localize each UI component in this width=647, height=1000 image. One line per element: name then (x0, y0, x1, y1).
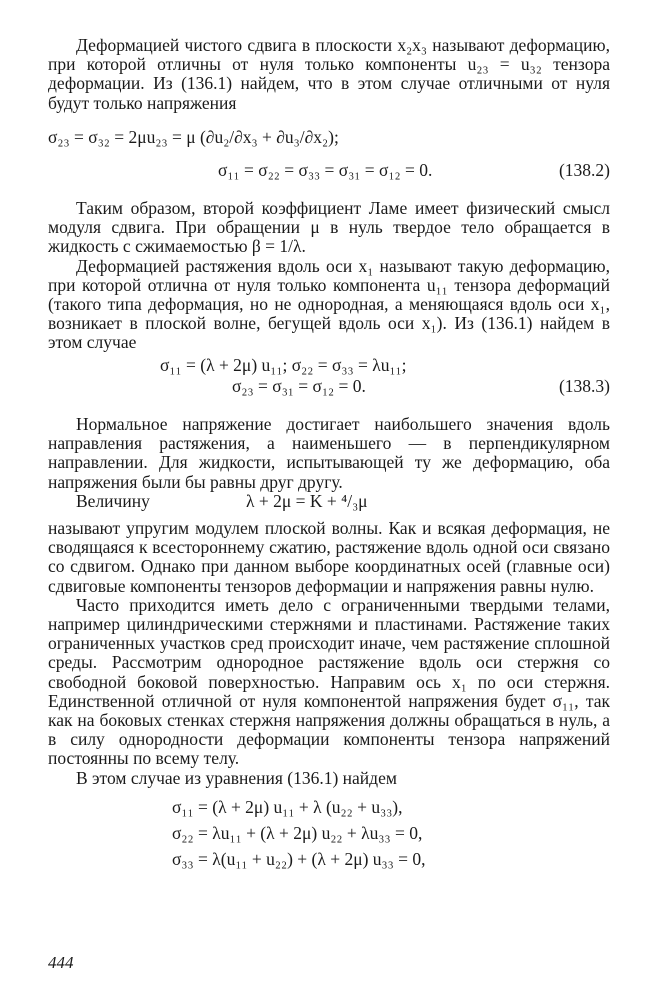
paragraph-plane-wave-modulus: называют упругим модулем плоской волны. Как и всякая деформация, не сводящаяся к всестороннему сжатию, растяжение вдоль одной оси связано со сдвигом. Однако при данном выборе координатных осей (главные оси) сдвиговые компоненты тензоров деформации и напряжения равны нулю. (48, 518, 610, 596)
equation-sigma22: σ₂₂ = λu₁₁ + (λ + 2μ) u₂₂ + λu₃₃ = 0, (172, 823, 423, 844)
paragraph-bounded-bodies: Часто приходится иметь дело с ограниченными твердыми телами, например цилиндрическими стержнями и пластинами. Растяжение таких ограниченных участков сред происходит иначе, чем растяжение сплошной среды. Рассмотрим однородное растяжение вдоль оси стержня со свободной боковой поверхностью. Направим ось x₁ по оси стержня. Единственной отличной от нуля компонентой напряжения будет σ₁₁, так как на боковых стенках стержня напряжения должны обращаться в нуль, а в силу однородности деформации компоненты тензора напряжений постоянны по всему телу. (48, 594, 610, 769)
paragraph-lame-coefficient: Таким образом, второй коэффициент Ламе имеет физический смысл модуля сдвига. При обращении μ в нуль твердое тело обращается в жидкость с сжимаемостью β = 1/λ. (48, 198, 610, 257)
paragraph-normal-stress: Нормальное напряжение достигает наибольшего значения вдоль направления растяжения, а наименьшего — в перпендикулярном направлении. Для жидкости, испытывающей ту же деформацию, оба напряжения были бы равны друг другу. (48, 414, 610, 492)
equation-shear-stress: σ₂₃ = σ₃₂ = 2μu₂₃ = μ (∂u₂/∂x₃ + ∂u₃/∂x₂); (48, 126, 339, 147)
equation-tension-stress: σ₁₁ = (λ + 2μ) u₁₁; σ₂₂ = σ₃₃ = λu₁₁; (160, 354, 407, 375)
equation-tension-shear-zero: σ₂₃ = σ₃₁ = σ₁₂ = 0. (232, 375, 366, 396)
page-content (48, 36, 610, 869)
equation-number-138-3: (138.3) (558, 375, 610, 396)
equation-sigma33: σ₃₃ = λ(u₁₁ + u₂₂) + (λ + 2μ) u₃₃ = 0, (172, 849, 426, 870)
equation-138-2-line1 (48, 115, 610, 159)
paragraph-in-this-case: В этом случае из уравнения (136.1) найдем (76, 767, 397, 788)
equation-sigma11: σ₁₁ = (λ + 2μ) u₁₁ + λ (u₂₂ + u₃₃), (172, 796, 403, 817)
equation-138-3-line2 (48, 377, 610, 396)
equation-plane-wave-modulus (48, 492, 610, 511)
equation-rod-line3 (48, 850, 610, 869)
equation-number-138-2: (138.2) (558, 159, 610, 180)
equation-modulus: λ + 2μ = K + ⁴/₃μ (246, 490, 368, 511)
equation-zero-stresses: σ₁₁ = σ₂₂ = σ₃₃ = σ₃₁ = σ₁₂ = 0. (218, 159, 433, 180)
paragraph-quantity: Величину (76, 490, 150, 511)
paragraph-shear-definition: Деформацией чистого сдвига в плоскости x₂x₃ называют деформацию, при которой отличны от нуля только компоненты u₂₃ = u₃₂ тензора деформации. Из (136.1) найдем, что в этом случае отличными от нуля будут только напряжения (48, 35, 610, 113)
page-number: 444 (48, 953, 74, 972)
equation-138-2-line2 (48, 161, 610, 180)
equation-138-3-line1 (48, 356, 610, 375)
equation-rod-line2 (48, 824, 610, 843)
equation-rod-line1 (48, 798, 610, 817)
paragraph-tension-definition: Деформацией растяжения вдоль оси x₁ называют такую деформацию, при которой отлична от нуля только компонента u₁₁ тензора деформаций (такого типа деформация, но не однородная, а меняющаяся вдоль оси x₁, возникает в плоской волне, бегущей вдоль оси x₁). Из (136.1) найдем в этом случае (48, 255, 610, 353)
